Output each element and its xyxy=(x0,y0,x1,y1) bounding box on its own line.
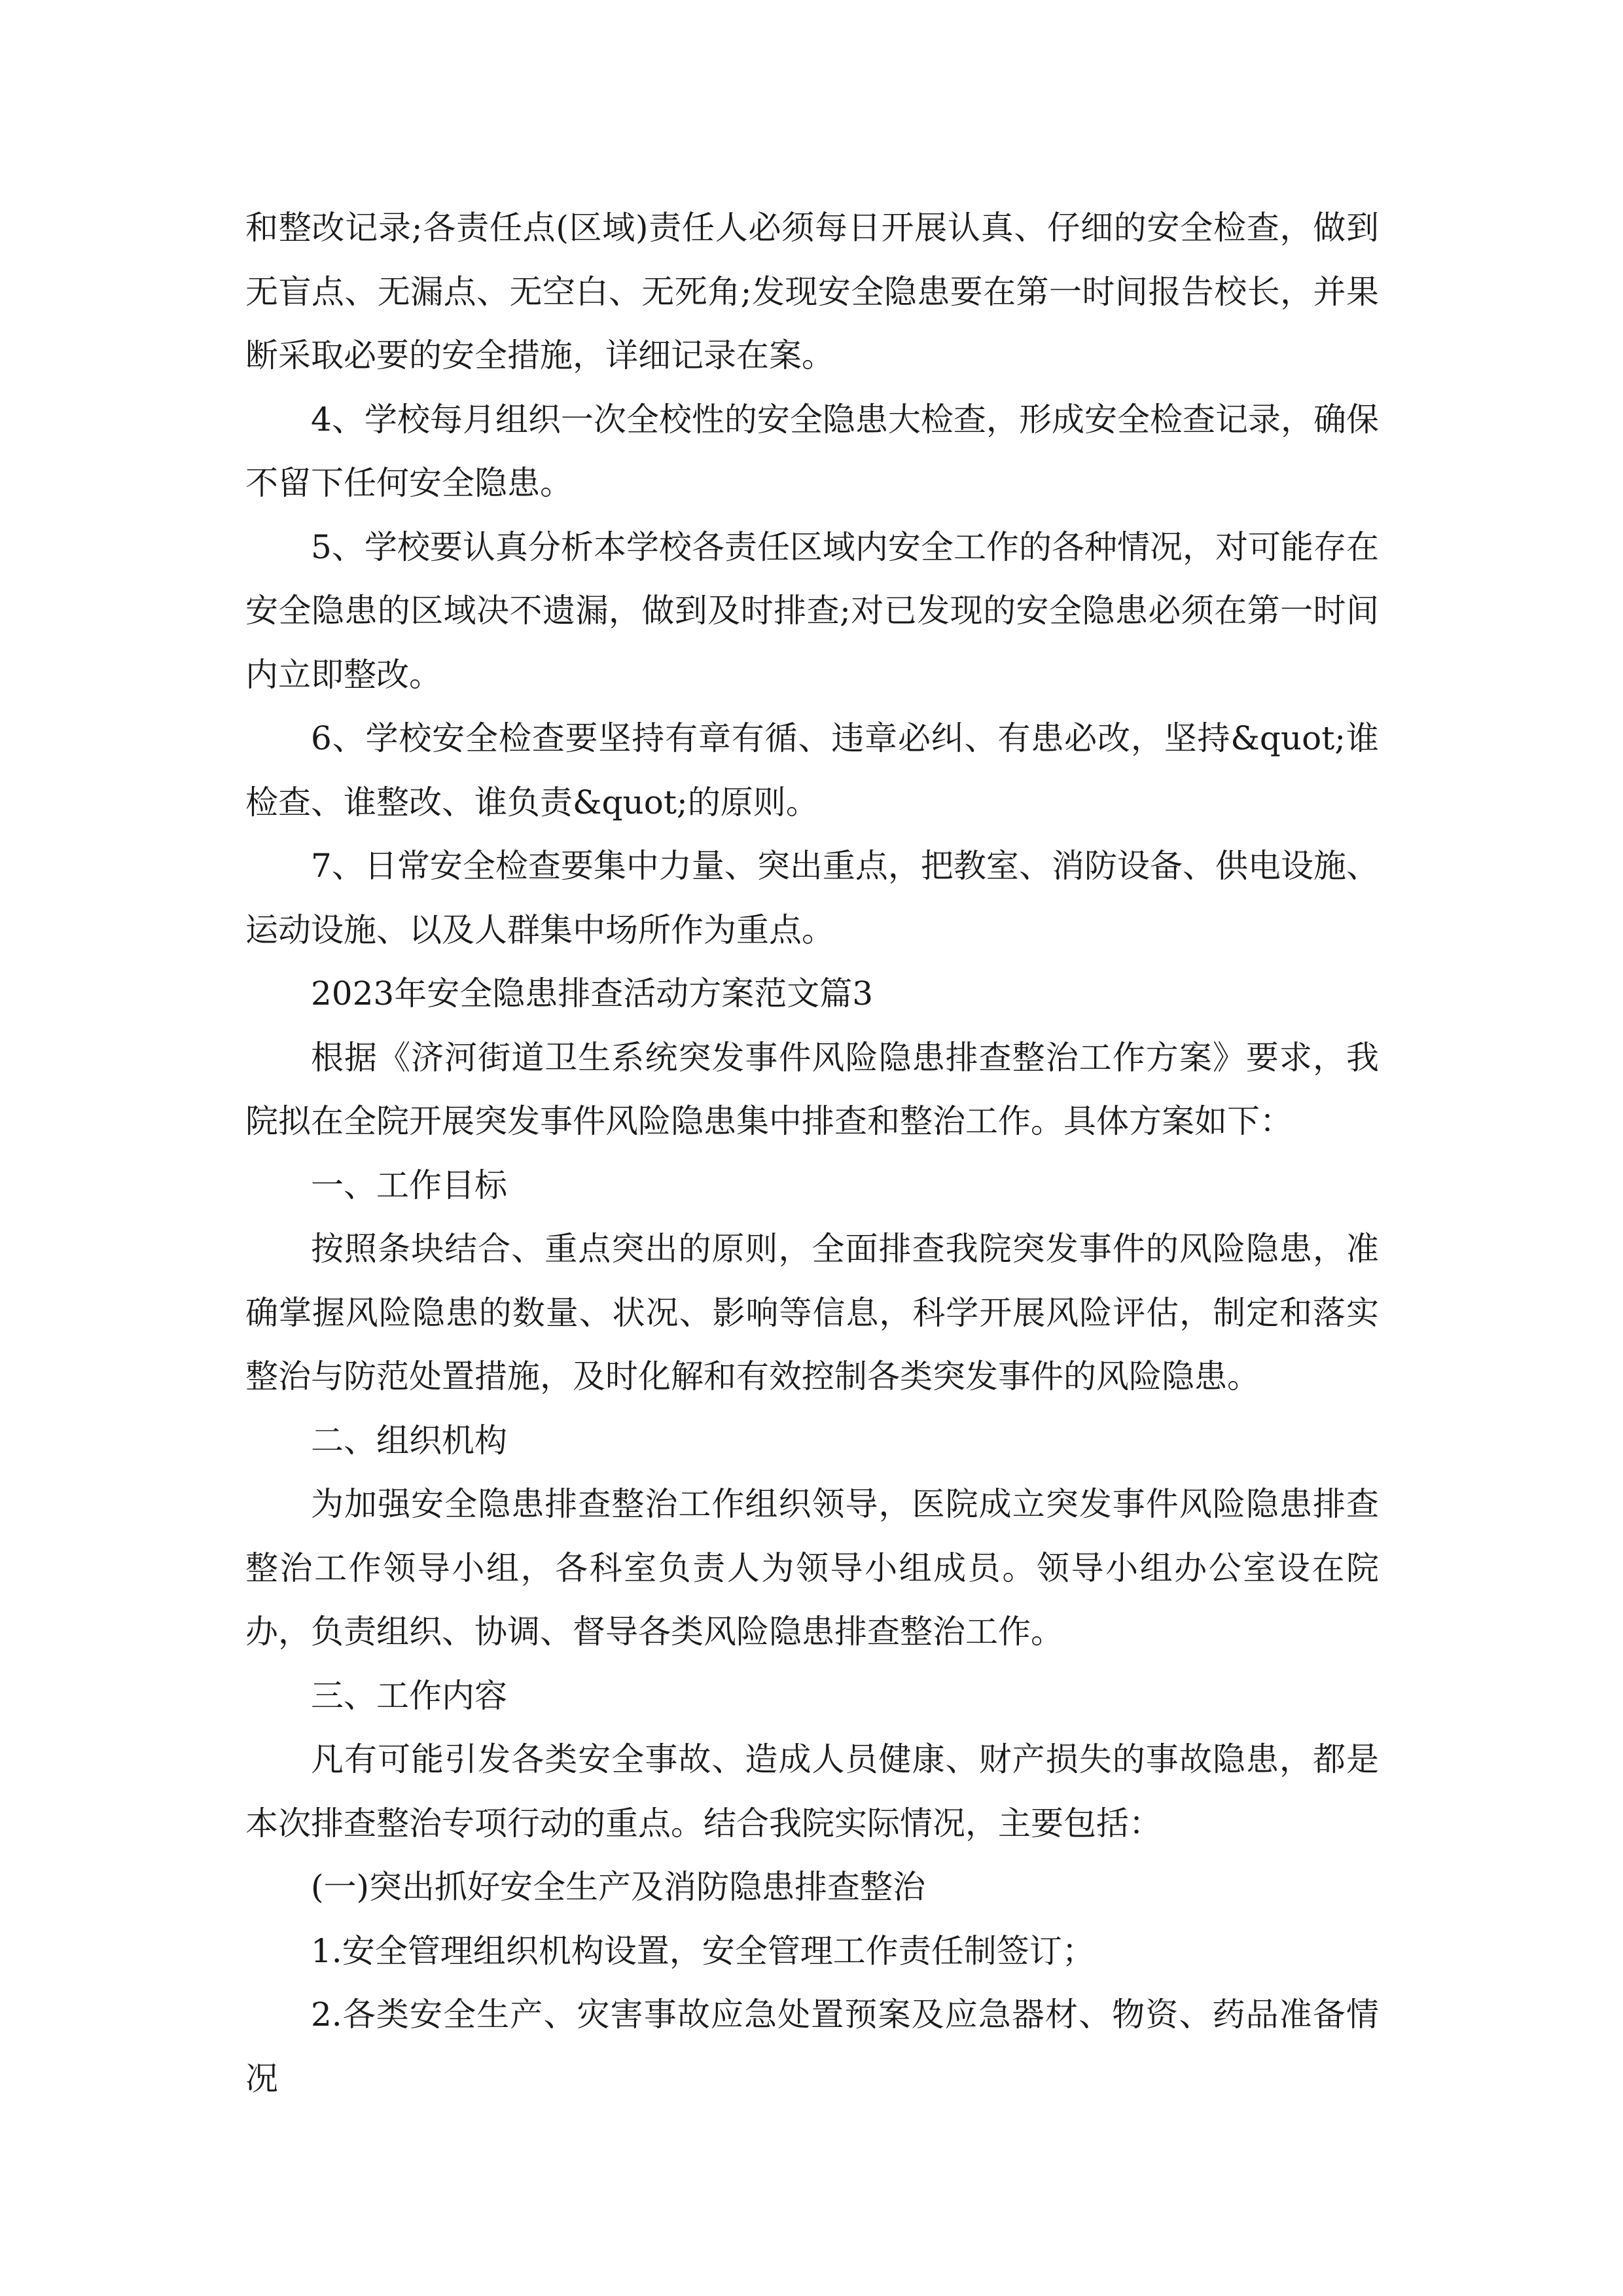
heading-work-goal: 一、工作目标 xyxy=(311,1166,507,1204)
paragraph-work-goal: 按照条块结合、重点突出的原则，全面排查我院突发事件的风险隐患，准确掌握风险隐患的数量、状况、影响等信息，科学开展风险评估，制定和落实整治与防范处置措施，及时化解和有效控制各类突发事件的风险隐患。 xyxy=(245,1230,1379,1395)
document-body xyxy=(245,196,1379,2111)
paragraph-item-4: 4、学校每月组织一次全校性的安全隐患大检查，形成安全检查记录，确保不留下任何安全隐患。 xyxy=(245,400,1379,502)
paragraph-work-content: 凡有可能引发各类安全事故、造成人员健康、财产损失的事故隐患，都是本次排查整治专项行动的重点。结合我院实际情况，主要包括： xyxy=(245,1740,1379,1842)
subheading-safety-fire: (一)突出抓好安全生产及消防隐患排查整治 xyxy=(311,1868,926,1906)
paragraph-item-6: 6、学校安全检查要坚持有章有循、违章必纠、有患必改，坚持&quot;谁检查、谁整改、谁负责&quot;的原则。 xyxy=(245,719,1379,821)
heading-organization: 二、组织机构 xyxy=(311,1421,507,1460)
paragraph-continued-inspection: 和整改记录;各责任点(区域)责任人必须每日开展认真、仔细的安全检查，做到无盲点、无漏点、无空白、无死角;发现安全隐患要在第一时间报告校长，并果断采取必要的安全措施，详细记录在案。 xyxy=(245,209,1379,374)
section-title-part-3: 2023年安全隐患排查活动方案范文篇3 xyxy=(311,975,874,1013)
heading-work-content: 三、工作内容 xyxy=(311,1676,507,1715)
paragraph-intro: 根据《济河街道卫生系统突发事件风险隐患排查整治工作方案》要求，我院拟在全院开展突发事件风险隐患集中排查和整治工作。具体方案如下： xyxy=(245,1038,1379,1140)
paragraph-item-7: 7、日常安全检查要集中力量、突出重点，把教室、消防设备、供电设施、运动设施、以及人群集中场所作为重点。 xyxy=(245,847,1379,949)
list-item-1: 1.安全管理组织机构设置，安全管理工作责任制签订； xyxy=(311,1931,1095,1970)
paragraph-item-5: 5、学校要认真分析本学校各责任区域内安全工作的各种情况，对可能存在安全隐患的区域决不遗漏，做到及时排查;对已发现的安全隐患必须在第一时间内立即整改。 xyxy=(245,528,1379,694)
paragraph-organization: 为加强安全隐患排查整治工作组织领导，医院成立突发事件风险隐患排查整治工作领导小组，各科室负责人为领导小组成员。领导小组办公室设在院办，负责组织、协调、督导各类风险隐患排查整治工作。 xyxy=(245,1485,1379,1651)
list-item-2: 2.各类安全生产、灾害事故应急处置预案及应急器材、物资、药品准备情况 xyxy=(245,1996,1379,2098)
